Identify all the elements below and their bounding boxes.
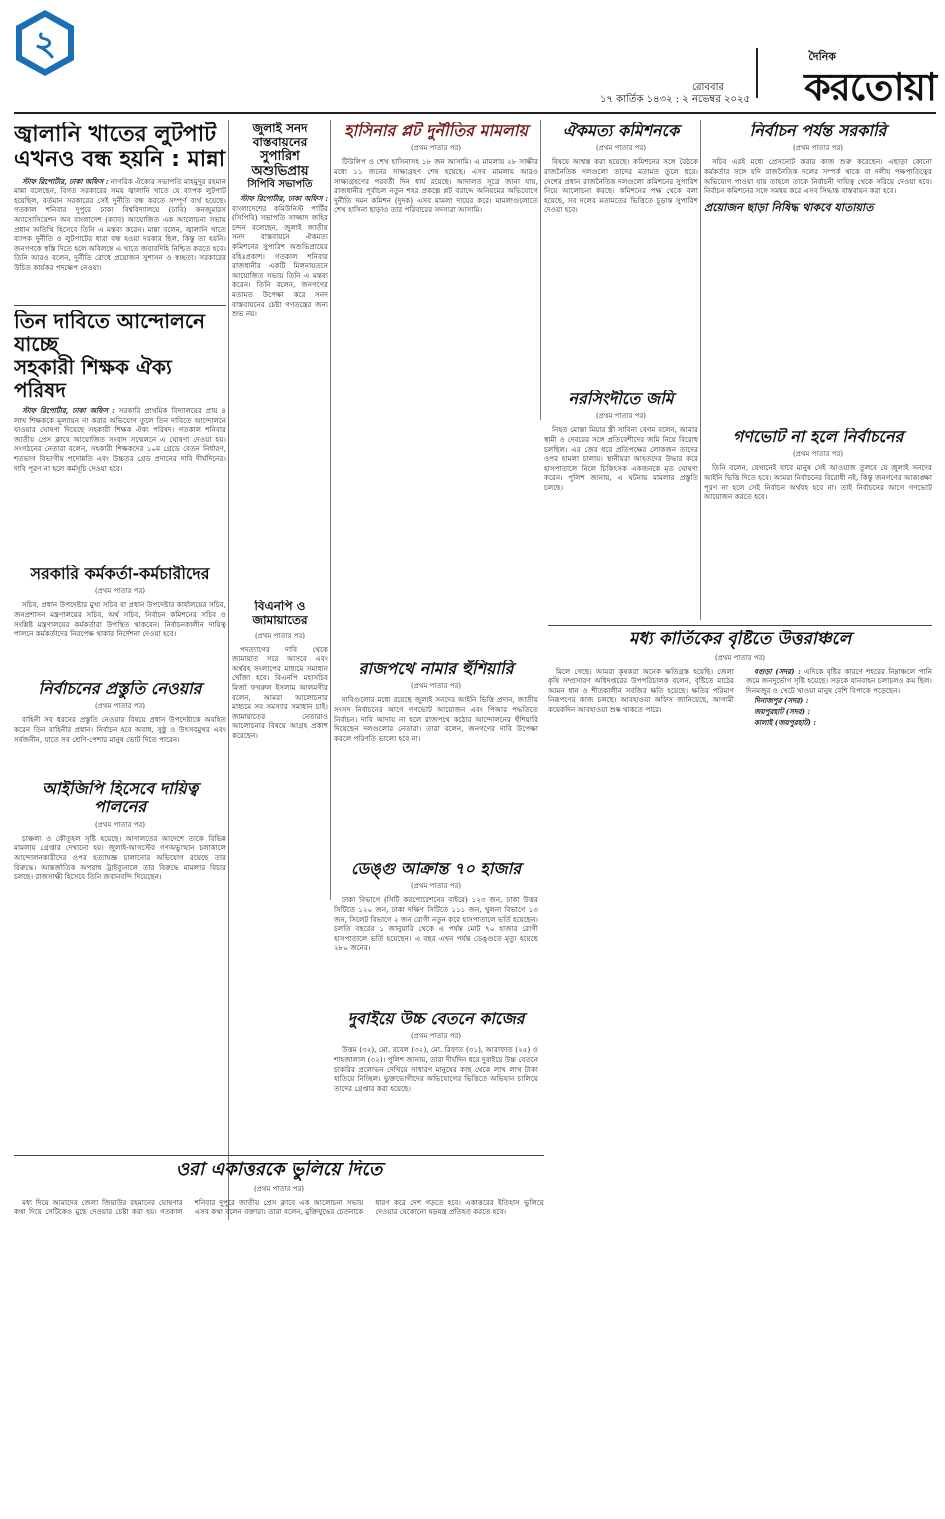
headline: গণভোট না হলে নির্বাচনের [732, 428, 904, 446]
article-body: দাবিগুলোর মধ্যে রয়েছে জুলাই সনদের আইনি ভিত্তি প্রদান, জাতীয় সংসদ নির্বাচনের আগে গণভোট আয়োজন এবং পিআর পদ্ধতিতে নির্বাচন। দাবি আদায় না হলে রাজপথে কঠোর আন্দোলনের হুঁশিয়ারি দিয়েছেন দলগুলোর নেতারা। তারা বলেন, জনগণের দাবি উপেক্ষা করলে পরিণতি ভালো হবে না। [334, 695, 538, 743]
article-dengue [334, 860, 538, 1010]
article-body: উত্তম (৩২), মো. রবেল (৩২), মো. রিফাত (৩১), আরাফাত (২৫) ও শাহজালাল (৩২)। পুলিশ জানায়, তারা দীর্ঘদিন ধরে দুবাইয়ে উচ্চ বেতনে চাকরির প্রলোভন দেখিয়ে সাধারণ মানুষের কাছ থেকে লাখ লাখ টাকা হাতিয়ে নিচ্ছিল। ভুক্তভোগীদের অভিযোগের ভিত্তিতে অভিযান চালিয়ে তাদের গ্রেপ্তার করা হয়েছে। [334, 1045, 538, 1093]
headline: রাজপথে নামার হুঁশিয়ারি [358, 660, 514, 678]
article-body: ঢাকা বিভাগে (সিটি করপোরেশনের বাইরে) ১২৩ জন, ঢাকা উত্তর সিটিতে ১২০ জন, ঢাকা দক্ষিণ সিটিতে ১১১ জন, খুলনা বিভাগে ১৩ জন, সিলেট বিভাগে ২ জন রোগী নতুন করে হাসপাতালে ভর্তি হয়েছেন। চলতি বছরের ১ জানুয়ারি থেকে এ পর্যন্ত মোট ৭০ হাজার রোগী হাসপাতালে ভর্তি হয়েছেন। এ বছর এখন পর্যন্ত ডেঙ্গুতে মৃত্যু হয়েছে ২৮০ জনের। [334, 895, 538, 953]
headline: নরসিংদীতে জমি [568, 390, 674, 408]
headline: ঐকমত্য কমিশনকে [562, 122, 680, 140]
continuation-label: (প্রথম পাতার পর) [410, 882, 462, 891]
continuation-label: (প্রথম পাতার পর) [714, 653, 766, 662]
sub-headline: সিপিবি সভাপতি [247, 179, 313, 191]
continuation-label: (প্রথম পাতার পর) [254, 631, 306, 640]
article-election-gov [704, 122, 932, 422]
article-referendum [704, 428, 932, 618]
continuation-label: (প্রথম পাতার পর) [410, 1032, 462, 1041]
article-teachers [14, 310, 226, 560]
continuation-label: (প্রথম পাতার পর) [94, 702, 146, 711]
article-july [232, 122, 328, 592]
article-body: সচিব, প্রধান উপদেষ্টার মুখ্য সচিব বা প্রধান উপদেষ্টার কার্যালয়ের সচিব, জনপ্রশাসন মন্ত্রণালয়ের সচিব, অর্থ সচিব, নির্বাচন কমিশনের সচিব ও সংশ্লিষ্ট মন্ত্রণালয়ের কর্মকর্তারা উপস্থিত থাকবেন। নির্বাচনকালীন দায়িত্ব পালনে কর্মকর্তাদের নিরপেক্ষ থাকার নির্দেশনা দেওয়া হবে। [14, 600, 226, 639]
sub-headline: প্রয়োজন ছাড়া নিষিদ্ধ থাকবে যাতায়াত [704, 200, 874, 214]
article-election-prep [14, 680, 226, 775]
headline: আইজিপি হিসেবে দায়িত্ব পালনের [41, 780, 199, 817]
article-body: বাহিনী সব ধরনের প্রস্তুতি নেওয়ার বিষয়ে প্রধান উপদেষ্টাকে অবহিত করেন তিন বাহিনীর প্রধান। নির্বাচন হবে অবাধ, সুষ্ঠু ও উৎসবমুখর এবং সর্বজনীন, যাতে সব শ্রেণি-পেশার মানুষ ভোট দিতে পারেন। [14, 715, 226, 744]
column-rule [540, 120, 541, 420]
masthead-divider [756, 48, 758, 98]
headline: জ্বালানি খাতের লুটপাট [14, 122, 217, 147]
article-body: স্টাফ রিপোর্টার, ঢাকা অফিস : বাংলাদেশের কমিউনিস্ট পার্টির (সিপিবি) সভাপতি সাজ্জাদ জহির চন্দন বলেছেন, জুলাই জাতীয় সনদ বাস্তবায়নে ঐকমত্য কমিশনের সুপারিশ অশুভিপ্রায়ের বহিঃপ্রকাশ। গতকাল শনিবার রাজধানীর একটি মিলনায়তনে আয়োজিত সভায় তিনি এ মন্তব্য করেন। তিনি বলেন, জনগণের মতামত উপেক্ষা করে সনদ বাস্তবায়নের চেষ্টা গণতন্ত্রের জন্য শুভ নয়। [232, 193, 328, 319]
article-body: মিলে গেছে। আমরা কৃষকরা অনেক ক্ষতিগ্রস্ত হয়েছি। জেলা কৃষি সম্প্রসারণ অধিদপ্তরের উপপরিচালক বলেন, বৃষ্টিতে মাঠের আমন ধান ও শীতকালীন সবজির ক্ষতি হয়েছে। ক্ষতির পরিমাণ নিরূপণের কাজ চলছে। আবহাওয়া অফিস জানিয়েছে, আগামী কয়েকদিন আবহাওয়া শুষ্ক থাকতে পারে। বগুড়া (সদর) : এদিকে বৃষ্টির কারণে শহরের নিম্নাঞ্চলে পানি জমে জনদুর্ভোগ সৃষ্টি হয়েছে। সড়কে যানবাহন চলাচলও কম ছিল। দিনমজুর ও খেটে খাওয়া মানুষ বেশি বিপাকে পড়েছেন। দিনাজপুর (সদর) : জয়পুরহাট (সদর) : কালাই (জয়পুরহাট) : [548, 666, 932, 727]
headline: সুপারিশ অশুভিপ্রায় [251, 148, 309, 179]
headline-top: জুলাই সনদ [252, 122, 308, 135]
column-rule [228, 120, 229, 1220]
article-body: মধ্য দিয়ে আমাদের জেলা জিয়াউর রহমানের ঘোষণার কথা দিয়ে সেটিকেও মুছে দেওয়ার চেষ্টা করা হয়। গতকাল শনিবার দুপুরে জাতীয় প্রেস ক্লাবে এক আলোচনা সভায় এসব কথা বলেন বক্তারা। তারা বলেন, মুক্তিযুদ্ধের চেতনাকে ধারণ করে দেশ গড়তে হবে। একাত্তরের ইতিহাস ভুলিয়ে দেওয়ার যেকোনো ষড়যন্ত্র প্রতিহত করতে হবে। [14, 1197, 544, 1217]
article-divider [14, 1155, 544, 1156]
brand-prefix: দৈনিক [808, 50, 836, 63]
headline: মধ্য কার্তিকের বৃষ্টিতে উত্তরাঞ্চলে [628, 630, 852, 649]
article-body: নিহত মোস্তা মিয়ার স্ত্রী সাবিনা বেগম বলেন, আমার স্বামী ও দেবরের সঙ্গে প্রতিবেশীদের জমি নিয়ে বিরোধ চলছিল। এর জের ধরে প্রতিপক্ষের লোকজন তাদের ওপর হামলা চালায়। স্থানীয়রা আহতদের উদ্ধার করে হাসপাতালে নিলে চিকিৎসক একজনকে মৃত ঘোষণা করেন। পুলিশ জানায়, এ ঘটনায় মামলার প্রস্তুতি চলছে। [544, 425, 698, 492]
continuation-label: (প্রথম পাতার পর) [253, 1184, 305, 1193]
article-body: বিষয়ে আশ্বস্ত করা হয়েছে। কমিশনের সঙ্গে বৈঠকে রাজনৈতিক দলগুলো তাদের মতামত তুলে ধরে। দেশের প্রধান রাজনৈতিক দলগুলো কমিশনের সুপারিশ নিয়ে আলোচনা করছে। কমিশনের পক্ষ থেকে বলা হয়েছে, সব দলের মতামতের ভিত্তিতে চূড়ান্ত সুপারিশ দেওয়া হবে। [544, 157, 698, 215]
article-body: সচিব এরই মধ্যে প্রেসনোট করার কাজ শুরু করেছেন। এছাড়া কোনো কর্মকর্তার সঙ্গে যদি রাজনৈতিক দলের সম্পর্ক থাকে বা দলীয় পক্ষপাতিত্বের অভিযোগ পাওয়া যায় তাহলে তাকে নির্বাচনী দায়িত্ব থেকে সরিয়ে দেওয়া হবে। নির্বাচন কমিশনের সঙ্গে সমন্বয় করে এসব সিদ্ধান্ত বাস্তবায়ন করা হবে। [704, 157, 932, 196]
article-body: পদত্যাগের দাবি থেকে জামায়াত সরে আসবে এবং অর্থবহ সংলাপের মাধ্যমে সমাধান খোঁজা হবে। বিএনপি মহাসচিব মির্জা ফখরুল ইসলাম আলমগীর বলেন, আমরা আলোচনার মাধ্যমে সব সমস্যার সমাধান চাই। জামায়াতের নেতারাও আলোচনার বিষয়ে আগ্রহ প্রকাশ করেছেন। [232, 644, 328, 740]
headline: ডেঙ্গু আক্রান্ত ৭০ হাজার [350, 860, 522, 878]
column-rule [700, 120, 701, 620]
continuation-label: (প্রথম পাতার পর) [94, 587, 146, 596]
article-rain [548, 630, 932, 1510]
article-igp [14, 780, 226, 1160]
article-body: টিউলিপ ও শেখ হাসিনাসহ ১৮ জন আসামি। এ মামলায় ২৮ সাক্ষীর মধ্যে ১১ জনের সাক্ষ্যগ্রহণ শেষ হয়েছে। এসব মামলায় আরও সাক্ষ্যগ্রহণের পরবর্তী দিন ধার্য রয়েছে। আদালত সূত্রে জানা যায়, রাজধানীর পূর্বাচল নতুন শহর প্রকল্পে প্লট বরাদ্দে অনিয়মের অভিযোগে দুর্নীতি দমন কমিশন (দুদক) এসব মামলা দায়ের করে। মামলাগুলোতে শেখ হাসিনা ছাড়াও তার পরিবারের সদস্যরা আসামি। [334, 157, 538, 215]
headline-mid: বাস্তবায়নের [252, 134, 308, 149]
headline: নির্বাচন পর্যন্ত সরকারি [749, 122, 887, 140]
headline: সহকারী শিক্ষক ঐক্য পরিষদ [14, 355, 172, 402]
headline: বিএনপি ও জামায়াতের [252, 600, 308, 627]
edition-date: ১৭ কার্তিক ১৪৩২ : ২ নভেম্বর ২০২৫ [600, 94, 750, 105]
headline: এখনও বন্ধ হয়নি : মান্না [14, 147, 226, 173]
headline: তিন দাবিতে আন্দোলনে যাচ্ছে [14, 310, 205, 356]
masthead [0, 0, 945, 122]
column-rule [330, 120, 331, 900]
article-narsingdi [544, 390, 698, 620]
article-divider [548, 625, 932, 626]
headline: ওরা একাত্তরকে ভুলিয়ে দিতে [175, 1160, 383, 1180]
masthead-rule [14, 112, 936, 114]
article-officers [14, 565, 226, 675]
article-body: তিনি বলেন, যেখানেই যাবে মানুষ সেই আওয়াজ তুলবে যে জুলাই সনদের আইনি ভিত্তি দিতে হবে। আমরা নির্বাচনের বিরোধী নই, কিন্তু জনগণের আকাঙ্ক্ষা পূরণ না হলে সেই নির্বাচন অর্থবহ হবে না। তাই নির্বাচনের আগে গণভোট আয়োজন করতে হবে। [704, 463, 932, 502]
continuation-label: (প্রথম পাতার পর) [792, 144, 844, 153]
article-consensus [544, 122, 698, 382]
article-hasina [334, 122, 538, 652]
page-number-shield-icon [14, 8, 76, 78]
article-bnp [232, 600, 328, 900]
article-energy [14, 122, 226, 302]
continuation-label: (প্রথম পাতার পর) [595, 412, 647, 421]
article-divider [14, 305, 226, 306]
page-number-badge [14, 8, 76, 78]
article-body: স্টাফ রিপোর্টার, ঢাকা অফিস : সরকারি প্রাথমিক বিদ্যালয়ের প্রায় ৪ লাখ শিক্ষককে মূল্যায়ন না করার অভিযোগ তুলে তিন দাবিতে আন্দোলনে যাওয়ার ঘোষণা দিয়েছে সহকারী শিক্ষক ঐক্য পরিষদ। গতকাল শনিবার জাতীয় প্রেস ক্লাবে আয়োজিত সংবাদ সম্মেলনে এ ঘোষণা দেওয়া হয়। সংগঠনের নেতারা বলেন, সহকারী শিক্ষকদের ১০ম গ্রেডে বেতন নির্ধারণ, শতভাগ বিভাগীয় পদোন্নতি এবং উচ্চতর গ্রেড প্রদানের দাবি দীর্ঘদিনের। দাবি পূরণ না হলে কর্মসূচি দেওয়া হবে। [14, 406, 226, 473]
brand [766, 48, 936, 107]
article-dubai [334, 1010, 538, 1150]
article-body: স্টাফ রিপোর্টার, ঢাকা অফিস : নাগরিক ঐক্যের সভাপতি মাহমুদুর রহমান মান্না বলেছেন, বিগত সরকারের সময় জ্বালানি খাতে যে ব্যাপক লুটপাট হয়েছিল, বর্তমান সরকারের সেই দুর্নীতি বন্ধ করতে সম্পূর্ণ ব্যর্থ হয়েছে। গতকাল শনিবার দুপুরে ঢাকা বিশ্ববিদ্যালয়ে (ঢাবি) কনজুমারস অ্যাসোসিয়েশন অব বাংলাদেশ (ক্যাব) আয়োজিত এক আলোচনা সভায় প্রধান অতিথি হিসেবে তিনি এ মন্তব্য করেন। মান্না বলেন, জ্বালানি খাতে ব্যাপক দুর্নীতি ও লুটপাটের ধারা বন্ধ হওয়া দরকার ছিল, কিন্তু তা হয়নি। জনগণকে স্বস্তি দিতে হলে অবিলম্বে এ খাতে জবাবদিহি নিশ্চিত করতে হবে। তিনি আরও বলেন, দুর্নীতি রোধে প্রয়োজন সুশাসন ও স্বচ্ছতা। সরকারের উচিত কার্যকর পদক্ষেপ নেওয়া। [14, 176, 226, 272]
article-body: চাঞ্চল্য ও কৌতূহল সৃষ্টি হয়েছে। আদালতের আদেশে তাকে বিভিন্ন মামলায় গ্রেপ্তার দেখানো হয়। জুলাই-আগস্টের গণঅভ্যুত্থান চলাকালে আন্দোলনকারীদের ওপর হত্যাযজ্ঞ চালানোর অভিযোগ রয়েছে তার বিরুদ্ধে। আন্তর্জাতিক অপরাধ ট্রাইব্যুনালে তার বিরুদ্ধে মামলার বিচার চলছে। রাজসাক্ষী হিসেবে তিনি জবানবন্দি দিয়েছেন। [14, 833, 226, 882]
continuation-label: (প্রথম পাতার পর) [94, 820, 146, 829]
headline: সরকারি কর্মকর্তা-কর্মচারীদের [30, 565, 210, 583]
page-number: ২ [33, 24, 57, 64]
brand-name: করতোয়া [804, 65, 936, 109]
continuation-label: (প্রথম পাতার পর) [792, 450, 844, 459]
headline: নির্বাচনের প্রস্তুতি নেওয়ার [38, 680, 202, 698]
continuation-label: (প্রথম পাতার পর) [410, 144, 462, 153]
continuation-label: (প্রথম পাতার পর) [595, 144, 647, 153]
continuation-label: (প্রথম পাতার পর) [410, 682, 462, 691]
headline: হাসিনার প্লট দুর্নীতির মামলায় [344, 122, 528, 140]
headline: দুবাইয়ে উচ্চ বেতনে কাজের [347, 1010, 525, 1028]
article-oath [14, 1160, 544, 1510]
article-rajpath [334, 660, 538, 810]
weekday: রোববার [692, 82, 724, 93]
